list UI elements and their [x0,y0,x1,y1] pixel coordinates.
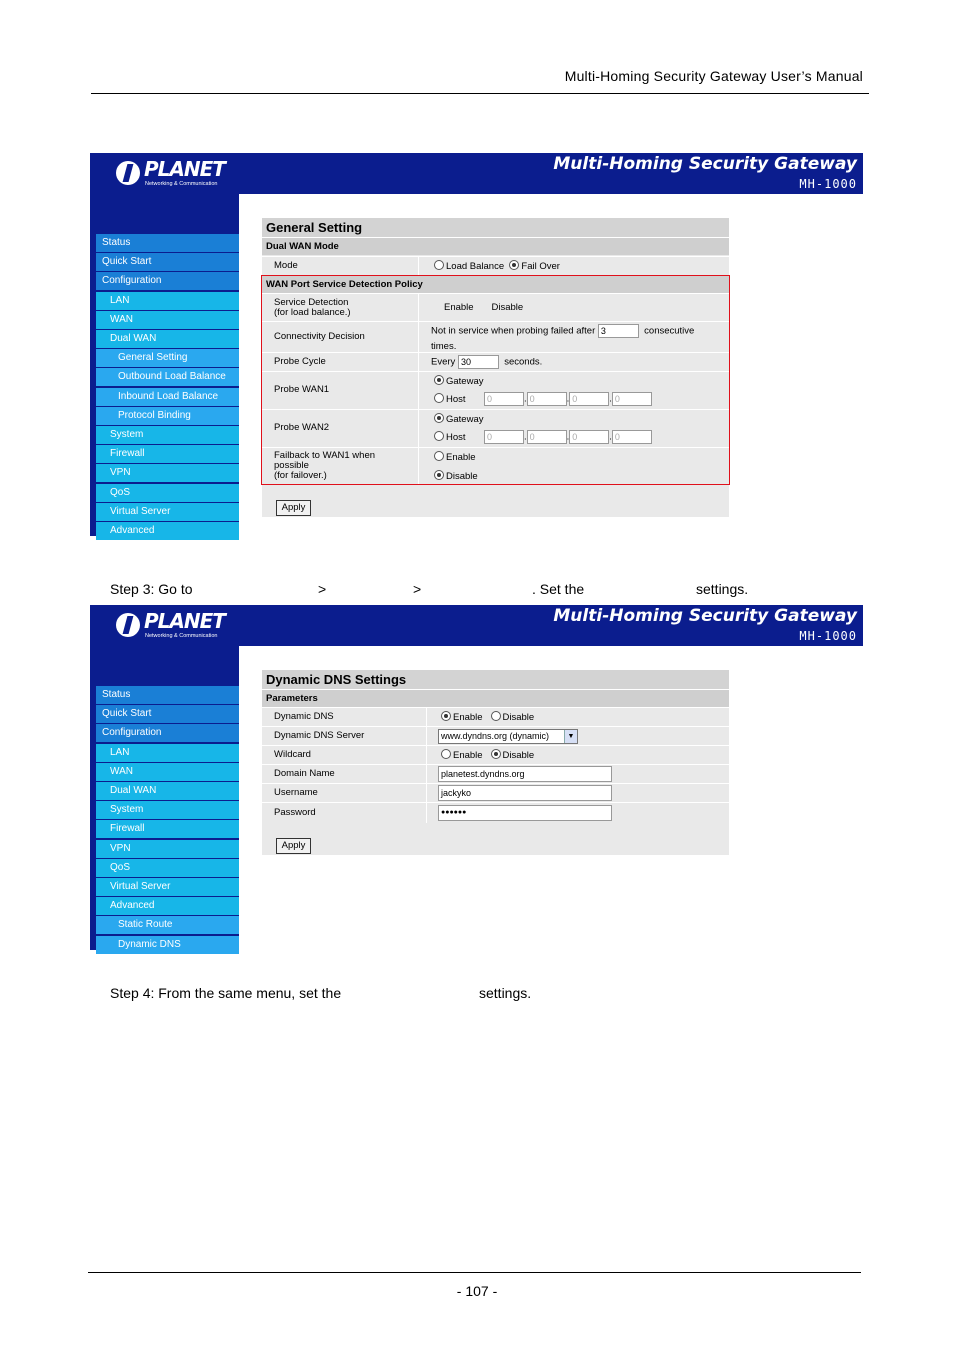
sidebar-item-wan[interactable]: WAN [96,763,239,781]
sidebar-item-status[interactable]: Status [96,234,239,252]
mode-fail-over-radio[interactable] [509,260,519,270]
dynamic-dns-panel [262,670,729,855]
row-mode [262,256,729,275]
sidebar-item-vpn[interactable]: VPN [96,840,239,858]
ddns-server-value-cell [426,727,730,745]
banner [90,605,863,646]
username-value-cell [426,784,730,802]
probe-wan1-label: Probe WAN1 [274,384,330,395]
ddns-enable-radio[interactable] [441,711,451,721]
wildcard-enable-label: Enable [453,750,483,761]
sidebar-item-quick-start[interactable]: Quick Start [96,253,239,271]
username-label: Username [274,787,318,798]
domain-name-wrap [438,766,612,782]
wildcard-options [441,749,534,761]
failback-label-line3: (for failover.) [274,470,327,481]
product-name: Multi-Homing Security Gateway [553,154,857,174]
sidebar-item-system[interactable]: System [96,426,239,444]
failback-enable-label: Enable [446,452,476,463]
row-password [262,802,729,823]
sidebar-item-firewall[interactable]: Firewall [96,820,239,838]
cd-text-times: times. [431,341,457,352]
probe-wan2-gateway-label: Gateway [446,414,484,425]
sidebar-item-lan[interactable]: LAN [96,744,239,762]
section-wan-port-policy: WAN Port Service Detection Policy [262,275,729,293]
ddns-value-cell [426,708,730,726]
sidebar-item-configuration[interactable]: Configuration [96,724,239,742]
step3-text: Step 3: Go to [110,581,193,597]
header-rule [91,93,869,94]
row-ddns-server [262,726,729,745]
probe-wan1-host: Host 0 . 0 . 0 . 0 [434,392,652,406]
sidebar-item-vpn[interactable]: VPN [96,464,239,482]
row-domain-name [262,764,729,783]
row-username [262,783,729,802]
mode-fail-over-label: Fail Over [521,261,560,272]
probe-wan2-label: Probe WAN2 [274,422,330,433]
step4-settings: settings. [479,985,532,1001]
sd-disable-label: Disable [491,302,524,313]
sidebar-item-general-setting[interactable]: General Setting [96,349,239,367]
username-wrap [438,785,612,801]
sidebar-item-wan[interactable]: WAN [96,311,239,329]
planet-logo-icon [116,613,140,637]
sidebar-item-static-route[interactable]: Static Route [96,916,239,934]
password-wrap [438,805,612,821]
logo-text: PLANET [144,609,225,633]
probe-cycle-seconds: seconds. [504,356,543,368]
failback-label-line2: possible [274,460,309,471]
row-dynamic-dns [262,707,729,726]
page-number: - 107 - [456,1283,498,1299]
probe-wan2-ip-octet3[interactable]: 0 [569,430,609,444]
model-name: MH-1000 [799,177,857,191]
probe-cycle-label: Probe Cycle [274,356,326,367]
probe-cycle-every: Every [431,356,456,368]
wildcard-enable-radio[interactable] [441,749,451,759]
probe-wan2-host: Host 0 . 0 . 0 . 0 [434,430,652,444]
probe-wan2-ip-octet1[interactable]: 0 [484,430,524,444]
sidebar-item-system[interactable]: System [96,801,239,819]
apply-button[interactable]: Apply [276,500,311,516]
probe-wan1-ip-octet4[interactable]: 0 [612,392,652,406]
probe-wan1-gateway-label: Gateway [446,376,484,387]
sidebar-item-dual-wan[interactable]: Dual WAN [96,782,239,800]
sidebar-item-status[interactable]: Status [96,686,239,704]
section-dual-wan-mode: Dual WAN Mode [262,237,729,255]
sidebar-item-configuration[interactable]: Configuration [96,272,239,290]
sd-enable-label: Enable [444,302,474,313]
ddns-server-select[interactable] [438,729,578,744]
cd-text-before: Not in service when probing failed after [431,325,596,337]
cd-text-after: consecutive [644,325,695,337]
sidebar-item-virtual-server[interactable]: Virtual Server [96,503,239,521]
sidebar-item-firewall[interactable]: Firewall [96,445,239,463]
sidebar-item-inbound-load-balance[interactable]: Inbound Load Balance [96,388,239,406]
mode-options [434,260,560,272]
probe-wan2-host-label: Host [446,431,466,443]
mode-label: Mode [274,260,298,271]
apply-button[interactable]: Apply [276,838,311,854]
page-header-title: Multi-Homing Security Gateway User’s Manual [564,68,863,84]
failback-disable-label: Disable [446,471,478,482]
sidebar-item-dual-wan[interactable]: Dual WAN [96,330,239,348]
mode-value-cell [418,257,730,275]
mode-load-balance-label: Load Balance [446,261,505,272]
consecutive-failures-input[interactable]: 3 [598,324,639,338]
connectivity-decision-label: Connectivity Decision [274,331,365,342]
ddns-options [441,711,534,723]
step3-sep2: > [413,581,422,597]
domain-name-value-cell [426,765,730,783]
chevron-down-icon[interactable]: ▼ [564,730,577,743]
sidebar-item-outbound-load-balance[interactable]: Outbound Load Balance [96,368,239,386]
failback-label-line1: Failback to WAN1 when [274,450,376,461]
step4-text: Step 4: From the same menu, set the [110,985,342,1001]
panel-title: Dynamic DNS Settings [262,670,729,689]
ddns-label: Dynamic DNS [274,711,334,722]
domain-name-label: Domain Name [274,768,335,779]
screenshot-general-setting [90,153,863,536]
section-parameters: Parameters [262,689,729,707]
username-input[interactable]: jackyko [438,785,612,801]
row-wildcard [262,745,729,764]
step3-set-the: . Set the [532,581,585,597]
probe-wan1-host-label: Host [446,393,466,405]
probe-wan2-ip-octet2[interactable]: 0 [527,430,567,444]
sidebar-nav [90,646,239,950]
footer-rule [88,1272,861,1273]
wildcard-disable-label: Disable [502,750,535,761]
sidebar-item-protocol-binding[interactable]: Protocol Binding [96,407,239,425]
banner [90,153,863,194]
domain-name-input[interactable]: planetest.dyndns.org [438,766,612,782]
service-detection-label-line2: (for load balance.) [274,307,351,318]
sidebar-item-lan[interactable]: LAN [96,292,239,310]
sidebar-item-quick-start[interactable]: Quick Start [96,705,239,723]
password-value-cell [426,803,730,823]
panel-title: General Setting [262,218,729,237]
probe-cycle-input[interactable]: 30 [458,355,499,369]
password-label: Password [274,807,316,818]
logo-subtitle: Networking & Communication [145,181,218,187]
sidebar-nav [90,194,239,536]
sidebar-item-virtual-server[interactable]: Virtual Server [96,878,239,896]
sidebar-item-advanced[interactable]: Advanced [96,897,239,915]
wildcard-disable-radio[interactable] [491,749,501,759]
wildcard-value-cell [426,746,730,764]
ddns-disable-label: Disable [502,712,535,723]
logo-subtitle: Networking & Communication [145,633,218,639]
planet-logo-icon [116,161,140,185]
step3-settings: settings. [696,581,749,597]
ddns-enable-label: Enable [453,712,483,723]
step3-sep1: > [318,581,327,597]
sidebar-item-qos[interactable]: QoS [96,484,239,502]
probe-wan2-ip-octet4[interactable]: 0 [612,430,652,444]
wildcard-label: Wildcard [274,749,311,760]
ddns-server-label: Dynamic DNS Server [274,730,365,741]
ddns-server-select-wrap [438,729,578,744]
highlight-box [261,275,730,485]
model-name: MH-1000 [799,629,857,643]
probe-wan1-ip-octet3[interactable]: 0 [569,392,609,406]
logo-text: PLANET [144,157,225,181]
mode-load-balance-radio[interactable] [434,260,444,270]
probe-wan1-ip-octet2[interactable]: 0 [527,392,567,406]
ddns-disable-radio[interactable] [491,711,501,721]
sidebar-item-qos[interactable]: QoS [96,859,239,877]
sidebar-item-advanced[interactable]: Advanced [96,522,239,540]
probe-wan1-ip-octet1[interactable]: 0 [484,392,524,406]
sidebar-item-dynamic-dns[interactable]: Dynamic DNS [96,936,239,954]
product-name: Multi-Homing Security Gateway [553,606,857,626]
password-input[interactable]: ●●●●●● [438,805,612,821]
service-detection-label-line1: Service Detection [274,297,349,308]
ddns-server-value: www.dyndns.org (dynamic) [441,731,550,741]
screenshot-dynamic-dns [90,605,863,950]
